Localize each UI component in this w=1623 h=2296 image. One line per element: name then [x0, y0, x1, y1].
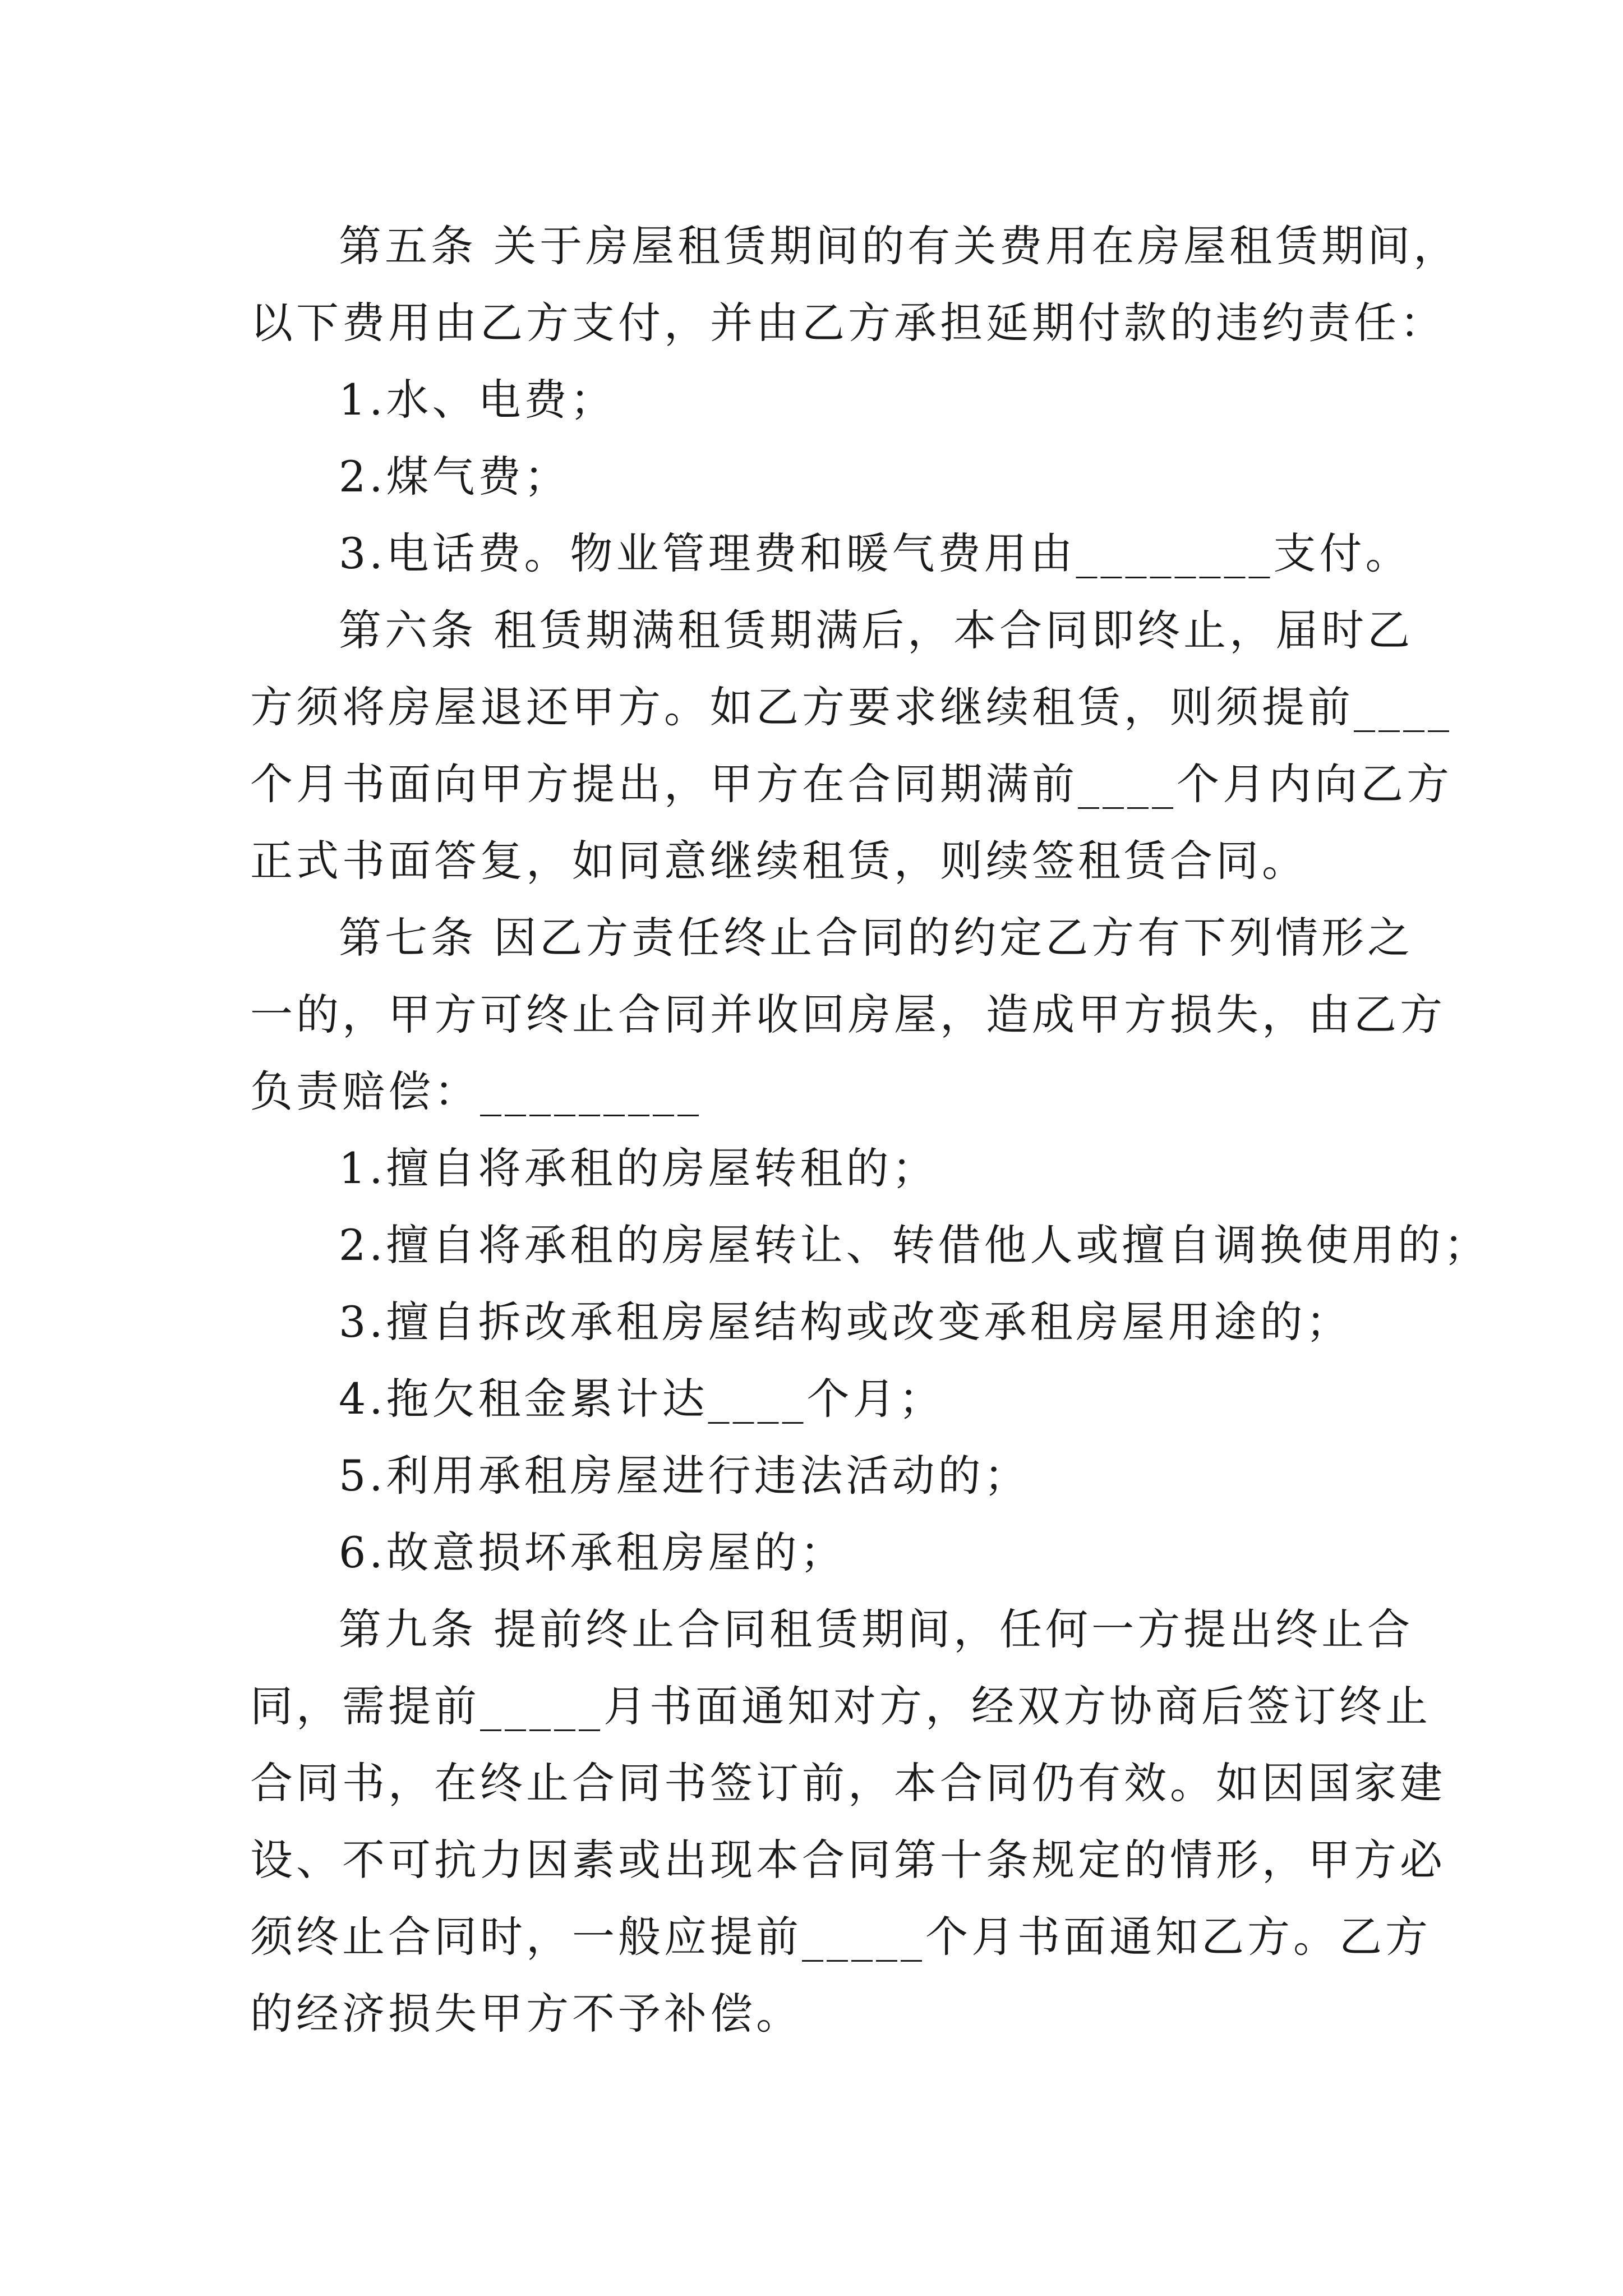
list-item: 1.擅自将承租的房屋转租的； [339, 1143, 938, 1193]
paragraph-line: 个月书面向甲方提出，甲方在合同期满前____个月内向乙方 [250, 759, 1453, 809]
list-item: 1.水、电费； [339, 375, 616, 425]
paragraph-line: 方须将房屋退还甲方。如乙方要求继续租赁，则须提前____ [250, 682, 1453, 732]
paragraph-line: 第七条 因乙方责任终止合同的约定乙方有下列情形之 [339, 913, 1414, 963]
paragraph-line: 同，需提前_____月书面通知对方，经双方协商后签订终止 [250, 1681, 1431, 1731]
paragraph-line: 设、不可抗力因素或出现本合同第十条规定的情形，甲方必 [250, 1835, 1446, 1885]
list-item: 5.利用承租房屋进行违法活动的； [339, 1451, 1030, 1501]
paragraph-line: 第六条 租赁期满租赁期满后，本合同即终止，届时乙 [339, 605, 1414, 655]
paragraph-line: 须终止合同时，一般应提前_____个月书面通知乙方。乙方 [250, 1912, 1431, 1962]
paragraph-line: 第五条 关于房屋租赁期间的有关费用在房屋租赁期间， [339, 221, 1460, 271]
paragraph-line: 负责赔偿：_________ [250, 1066, 702, 1116]
paragraph-line: 合同书，在终止合同书签订前，本合同仍有效。如因国家建 [250, 1758, 1446, 1808]
document-body [250, 208, 1490, 2052]
list-item: 4.拖欠租金累计达____个月； [339, 1374, 945, 1424]
paragraph-line: 第九条 提前终止合同租赁期间，任何一方提出终止合 [339, 1604, 1414, 1654]
list-item: 2.擅自将承租的房屋转让、转借他人或擅自调换使用的； [339, 1220, 1490, 1270]
list-item: 3.擅自拆改承租房屋结构或改变承租房屋用途的； [339, 1297, 1352, 1347]
list-item: 2.煤气费； [339, 452, 570, 501]
paragraph-line: 正式书面答复，如同意继续租赁，则续签租赁合同。 [250, 836, 1308, 886]
list-item: 6.故意损坏承租房屋的； [339, 1527, 846, 1577]
paragraph-line: 一的，甲方可终止合同并收回房屋，造成甲方损失，由乙方 [250, 990, 1446, 1039]
paragraph-line: 的经济损失甲方不予补偿。 [250, 1989, 802, 2039]
list-item: 3.电话费。物业管理费和暖气费用由________支付。 [339, 528, 1412, 578]
paragraph-line: 以下费用由乙方支付，并由乙方承担延期付款的违约责任： [250, 298, 1446, 348]
